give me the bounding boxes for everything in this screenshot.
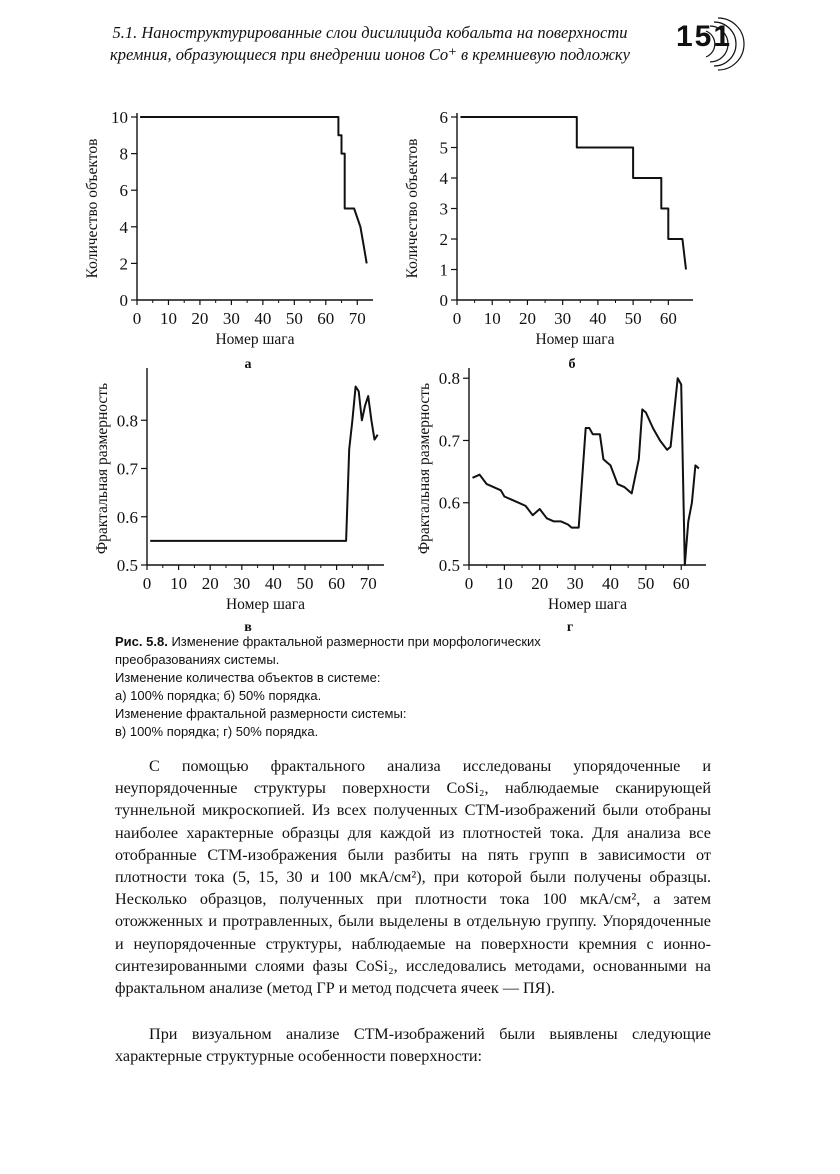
x-tick-label: 20 bbox=[531, 574, 549, 593]
paragraph-1-text: С помощью фрактального анализа исследованы упорядоченные и неупорядоченные структуры поверхности CoSi₂, наблюдаемые сканирующей туннельной микроскопией. Из всех полученных СТМ-изображений были отобраны наиболее характерные образцы для каждой из плотностей тока. Для анализа все отобранные СТМ-изображения были разбиты на пять групп в зависимости от плотности тока (5, 15, 30 и 100 мкА/см²), при которой были получены образцы. Несколько образцов, полученных при плотности тока 100 мкА/см², а затем отожженных и протравленных, были выделены в отдельную группу. Упорядоченные и неупорядоченные структуры, наблюдаемые на поверхности кремния с ионно-синтезированными слоями фазы CoSi₂, исследовались методами, основанными на фрактальном анализе (метод ГР и метод подсчета ячеек — ПЯ). bbox=[115, 757, 711, 998]
y-tick-label: 10 bbox=[111, 108, 128, 127]
series-line bbox=[461, 117, 687, 270]
caption-line6: в) 100% порядка; г) 50% порядка. bbox=[115, 724, 319, 739]
y-tick-label: 5 bbox=[439, 138, 448, 158]
x-tick-label: 40 bbox=[264, 574, 282, 593]
x-tick-label: 60 bbox=[317, 309, 335, 328]
x-tick-label: 0 bbox=[142, 574, 152, 593]
y-tick-label: 0.7 bbox=[116, 459, 138, 479]
chart-v bbox=[94, 368, 384, 635]
y-tick-label: 0.5 bbox=[438, 556, 460, 575]
x-tick-label: 40 bbox=[601, 574, 619, 593]
y-tick-label: 2 bbox=[439, 230, 448, 249]
series-line bbox=[473, 378, 699, 565]
body-paragraph-2 bbox=[115, 1023, 711, 1067]
x-tick-label: 60 bbox=[672, 574, 690, 593]
caption-line1: Изменение фрактальной размерности при морфологических bbox=[171, 634, 541, 649]
y-tick-label: 0.5 bbox=[116, 556, 138, 575]
y-tick-label: 3 bbox=[439, 199, 448, 219]
panel-label: а bbox=[244, 357, 252, 372]
x-tick-label: 0 bbox=[464, 574, 474, 593]
x-tick-label: 40 bbox=[589, 309, 607, 328]
panel-label: в bbox=[244, 620, 252, 635]
chart-b bbox=[404, 108, 693, 372]
y-tick-label: 0.6 bbox=[438, 493, 460, 513]
y-tick-label: 0.6 bbox=[116, 507, 138, 527]
x-tick-label: 10 bbox=[170, 574, 188, 593]
x-tick-label: 20 bbox=[201, 574, 219, 593]
panel-label: г bbox=[566, 620, 574, 635]
x-tick-label: 10 bbox=[483, 309, 501, 328]
x-tick-label: 50 bbox=[296, 574, 314, 593]
x-tick-label: 30 bbox=[233, 574, 251, 593]
x-tick-label: 40 bbox=[254, 309, 272, 328]
body-paragraph-1 bbox=[115, 755, 711, 999]
x-tick-label: 70 bbox=[348, 309, 366, 328]
x-tick-label: 20 bbox=[518, 309, 536, 328]
y-axis-title: Количество объектов bbox=[84, 138, 101, 279]
x-axis-title: Номер шага bbox=[225, 596, 306, 613]
x-tick-label: 60 bbox=[659, 309, 677, 328]
x-tick-label: 70 bbox=[359, 574, 377, 593]
x-tick-label: 0 bbox=[452, 309, 462, 328]
x-tick-label: 10 bbox=[159, 309, 177, 328]
x-tick-label: 50 bbox=[285, 309, 303, 328]
x-tick-label: 30 bbox=[566, 574, 584, 593]
y-tick-label: 1 bbox=[439, 260, 448, 280]
x-tick-label: 50 bbox=[637, 574, 655, 593]
panel-label: б bbox=[568, 357, 576, 372]
caption-line2: преобразованиях системы. bbox=[115, 652, 280, 667]
x-tick-label: 30 bbox=[222, 309, 240, 328]
running-header-line2: кремния, образующиеся при внедрении ионов Co⁺ в кремниевую подложку bbox=[110, 45, 630, 64]
y-tick-label: 0.7 bbox=[438, 431, 460, 451]
chart-g bbox=[416, 368, 706, 635]
y-tick-label: 8 bbox=[119, 144, 128, 164]
figure-label: Рис. 5.8. bbox=[115, 634, 168, 649]
x-tick-label: 10 bbox=[495, 574, 513, 593]
y-axis-title: Фрактальная размерность bbox=[416, 382, 433, 555]
x-axis-title: Номер шага bbox=[215, 331, 295, 348]
caption-line4: а) 100% порядка; б) 50% порядка. bbox=[115, 688, 322, 703]
y-tick-label: 4 bbox=[439, 169, 448, 188]
x-tick-label: 0 bbox=[132, 309, 142, 328]
x-tick-label: 60 bbox=[328, 574, 346, 593]
x-axis-title: Номер шага bbox=[547, 596, 628, 613]
caption-line3: Изменение количества объектов в системе: bbox=[115, 670, 381, 685]
y-tick-label: 0 bbox=[119, 291, 128, 310]
y-tick-label: 0.8 bbox=[116, 411, 138, 431]
y-axis-title: Количество объектов bbox=[404, 138, 421, 279]
x-tick-label: 20 bbox=[191, 309, 209, 328]
series-line bbox=[150, 387, 378, 541]
y-tick-label: 2 bbox=[119, 254, 128, 274]
y-axis-title: Фрактальная размерность bbox=[94, 382, 111, 555]
y-tick-label: 6 bbox=[119, 181, 128, 201]
figure-caption bbox=[115, 633, 615, 741]
x-axis-title: Номер шага bbox=[535, 331, 615, 348]
y-tick-label: 4 bbox=[119, 217, 128, 237]
y-tick-label: 0 bbox=[439, 291, 448, 310]
y-tick-label: 6 bbox=[439, 108, 448, 127]
x-tick-label: 50 bbox=[624, 309, 642, 328]
caption-line5: Изменение фрактальной размерности системы: bbox=[115, 706, 407, 721]
x-tick-label: 30 bbox=[554, 309, 572, 328]
running-header-line1: 5.1. Наноструктурированные слои дисилицида кобальта на поверхности bbox=[112, 23, 628, 42]
series-line bbox=[140, 117, 367, 263]
page-number: 151 bbox=[676, 20, 733, 53]
paragraph-2-text: При визуальном анализе СТМ-изображений были выявлены следующие характерные структурные особенности поверхности: bbox=[115, 1025, 711, 1066]
chart-a bbox=[84, 108, 373, 372]
y-tick-label: 0.8 bbox=[438, 369, 460, 389]
